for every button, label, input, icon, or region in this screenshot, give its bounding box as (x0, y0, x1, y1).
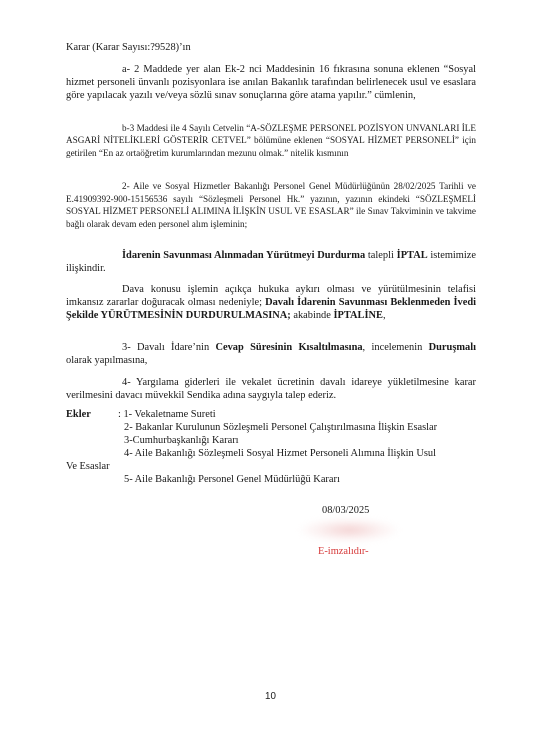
dava-text: Dava konusu işlemin açıkça hukuka aykırı olması ve yürütülmesinin telafisi imkansız zararlar doğuracak olması nedeniyle; (66, 284, 476, 309)
iptal-bold-1: İdarenin Savunması Alınmadan Yürütmeyi Durdurma (122, 250, 366, 261)
ekler-item-1: : 1- Vekaletname Sureti (118, 409, 216, 420)
signature-blur (300, 518, 398, 542)
dava-bold-2: İPTALİNE (333, 310, 383, 322)
dava-end: , (382, 310, 386, 322)
ekler-item-5: 5- Aile Bakanlığı Personel Genel Müdürlüğü Kararı (124, 474, 340, 485)
p3-text: 3- Davalı İdare’nin (122, 342, 216, 353)
p3-bold-2: Duruşmalı (428, 342, 476, 353)
p3-tail: olarak yapılmasına, (66, 355, 148, 367)
ekler-item-3: 3-Cumhurbaşkanlığı Kararı (124, 435, 239, 446)
iptal-bold-2: İPTAL (396, 250, 428, 261)
document-date: 08/03/2025 (322, 505, 370, 516)
ekler-item-4: 4- Aile Bakanlığı Sözleşmeli Sosyal Hizmet Personeli Alımına İlişkin Usul (124, 448, 436, 459)
paragraph-4: 4- Yargılama giderleri ile vekalet ücretinin davalı idareye yükletilmesine karar verilmesini davacı müvekkil Sendika adına saygıyla talep ederiz. (66, 377, 476, 402)
iptal-mid: talepli (365, 250, 397, 261)
ekler-item-2: 2- Bakanlar Kurulunun Sözleşmeli Personel Çalıştırılmasına İlişkin Esaslar (124, 422, 438, 433)
paragraph-2: 2- Aile ve Sosyal Hizmetler Bakanlığı Personel Genel Müdürlüğünün 28/02/2025 Tarihli ve E.41909392-900-15156536 sayılı “Sözleşmeli Personel Hk.” yazının, yazının ekindeki “SÖZLEŞMELİ SOSYAL HİZMET PERSONELİ ALIMINA İLİŞKİN USUL VE ESASLAR” ile Sınav Takviminin ve takvime bağlı olarak devam eden personel alım işleminin; (66, 181, 476, 229)
esignature-label: E-imzalıdır- (318, 546, 369, 557)
p3-bold-1: Cevap Süresinin Kısaltılmasına (215, 342, 363, 353)
paragraph-iptal (66, 249, 476, 275)
header-line: Karar (Karar Sayısı:?9528)’ın (66, 42, 191, 53)
iptal-tail: istemimize ilişkindir. (66, 250, 476, 275)
dava-mid: akabinde (290, 310, 334, 322)
paragraph-dava (66, 283, 476, 323)
paragraph-b: b-3 Maddesi ile 4 Sayılı Cetvelin “A-SÖZLEŞME PERSONEL POZİSYON UNVANLARI İLE ASGARİ NİTELİKLERİ GÖSTERİR CETVEL” bölümüne eklenen “SOSYAL HİZMET PERSONELİ” için getirilen “En az ortaöğretim kurumlarından mezunu olmak.” nitelik kısmının (66, 123, 476, 158)
paragraph-3 (66, 341, 476, 367)
dava-bold-1: Davalı İdarenin Savunması Beklenmeden İvedi Şekilde YÜRÜTMESİNİN DURDURULMASINA; (66, 297, 476, 322)
p3-mid: , incelemenin (362, 342, 429, 353)
ekler-label: Ekler (66, 409, 91, 420)
paragraph-a: a- 2 Maddede yer alan Ek-2 nci Maddesinin 16 fıkrasına sonuna eklenen “Sosyal hizmet personeli ünvanlı pozisyonlara ise anılan Bakanlık tarafından belirlenecek usul ve esaslara göre yapılacak yazılı ve/veya sözlü sınav sonuçlarına göre atama yapılır.” cümlenin, (66, 64, 476, 102)
page-number: 10 (265, 691, 276, 702)
ekler-item-4-cont: Ve Esaslar (66, 461, 110, 472)
